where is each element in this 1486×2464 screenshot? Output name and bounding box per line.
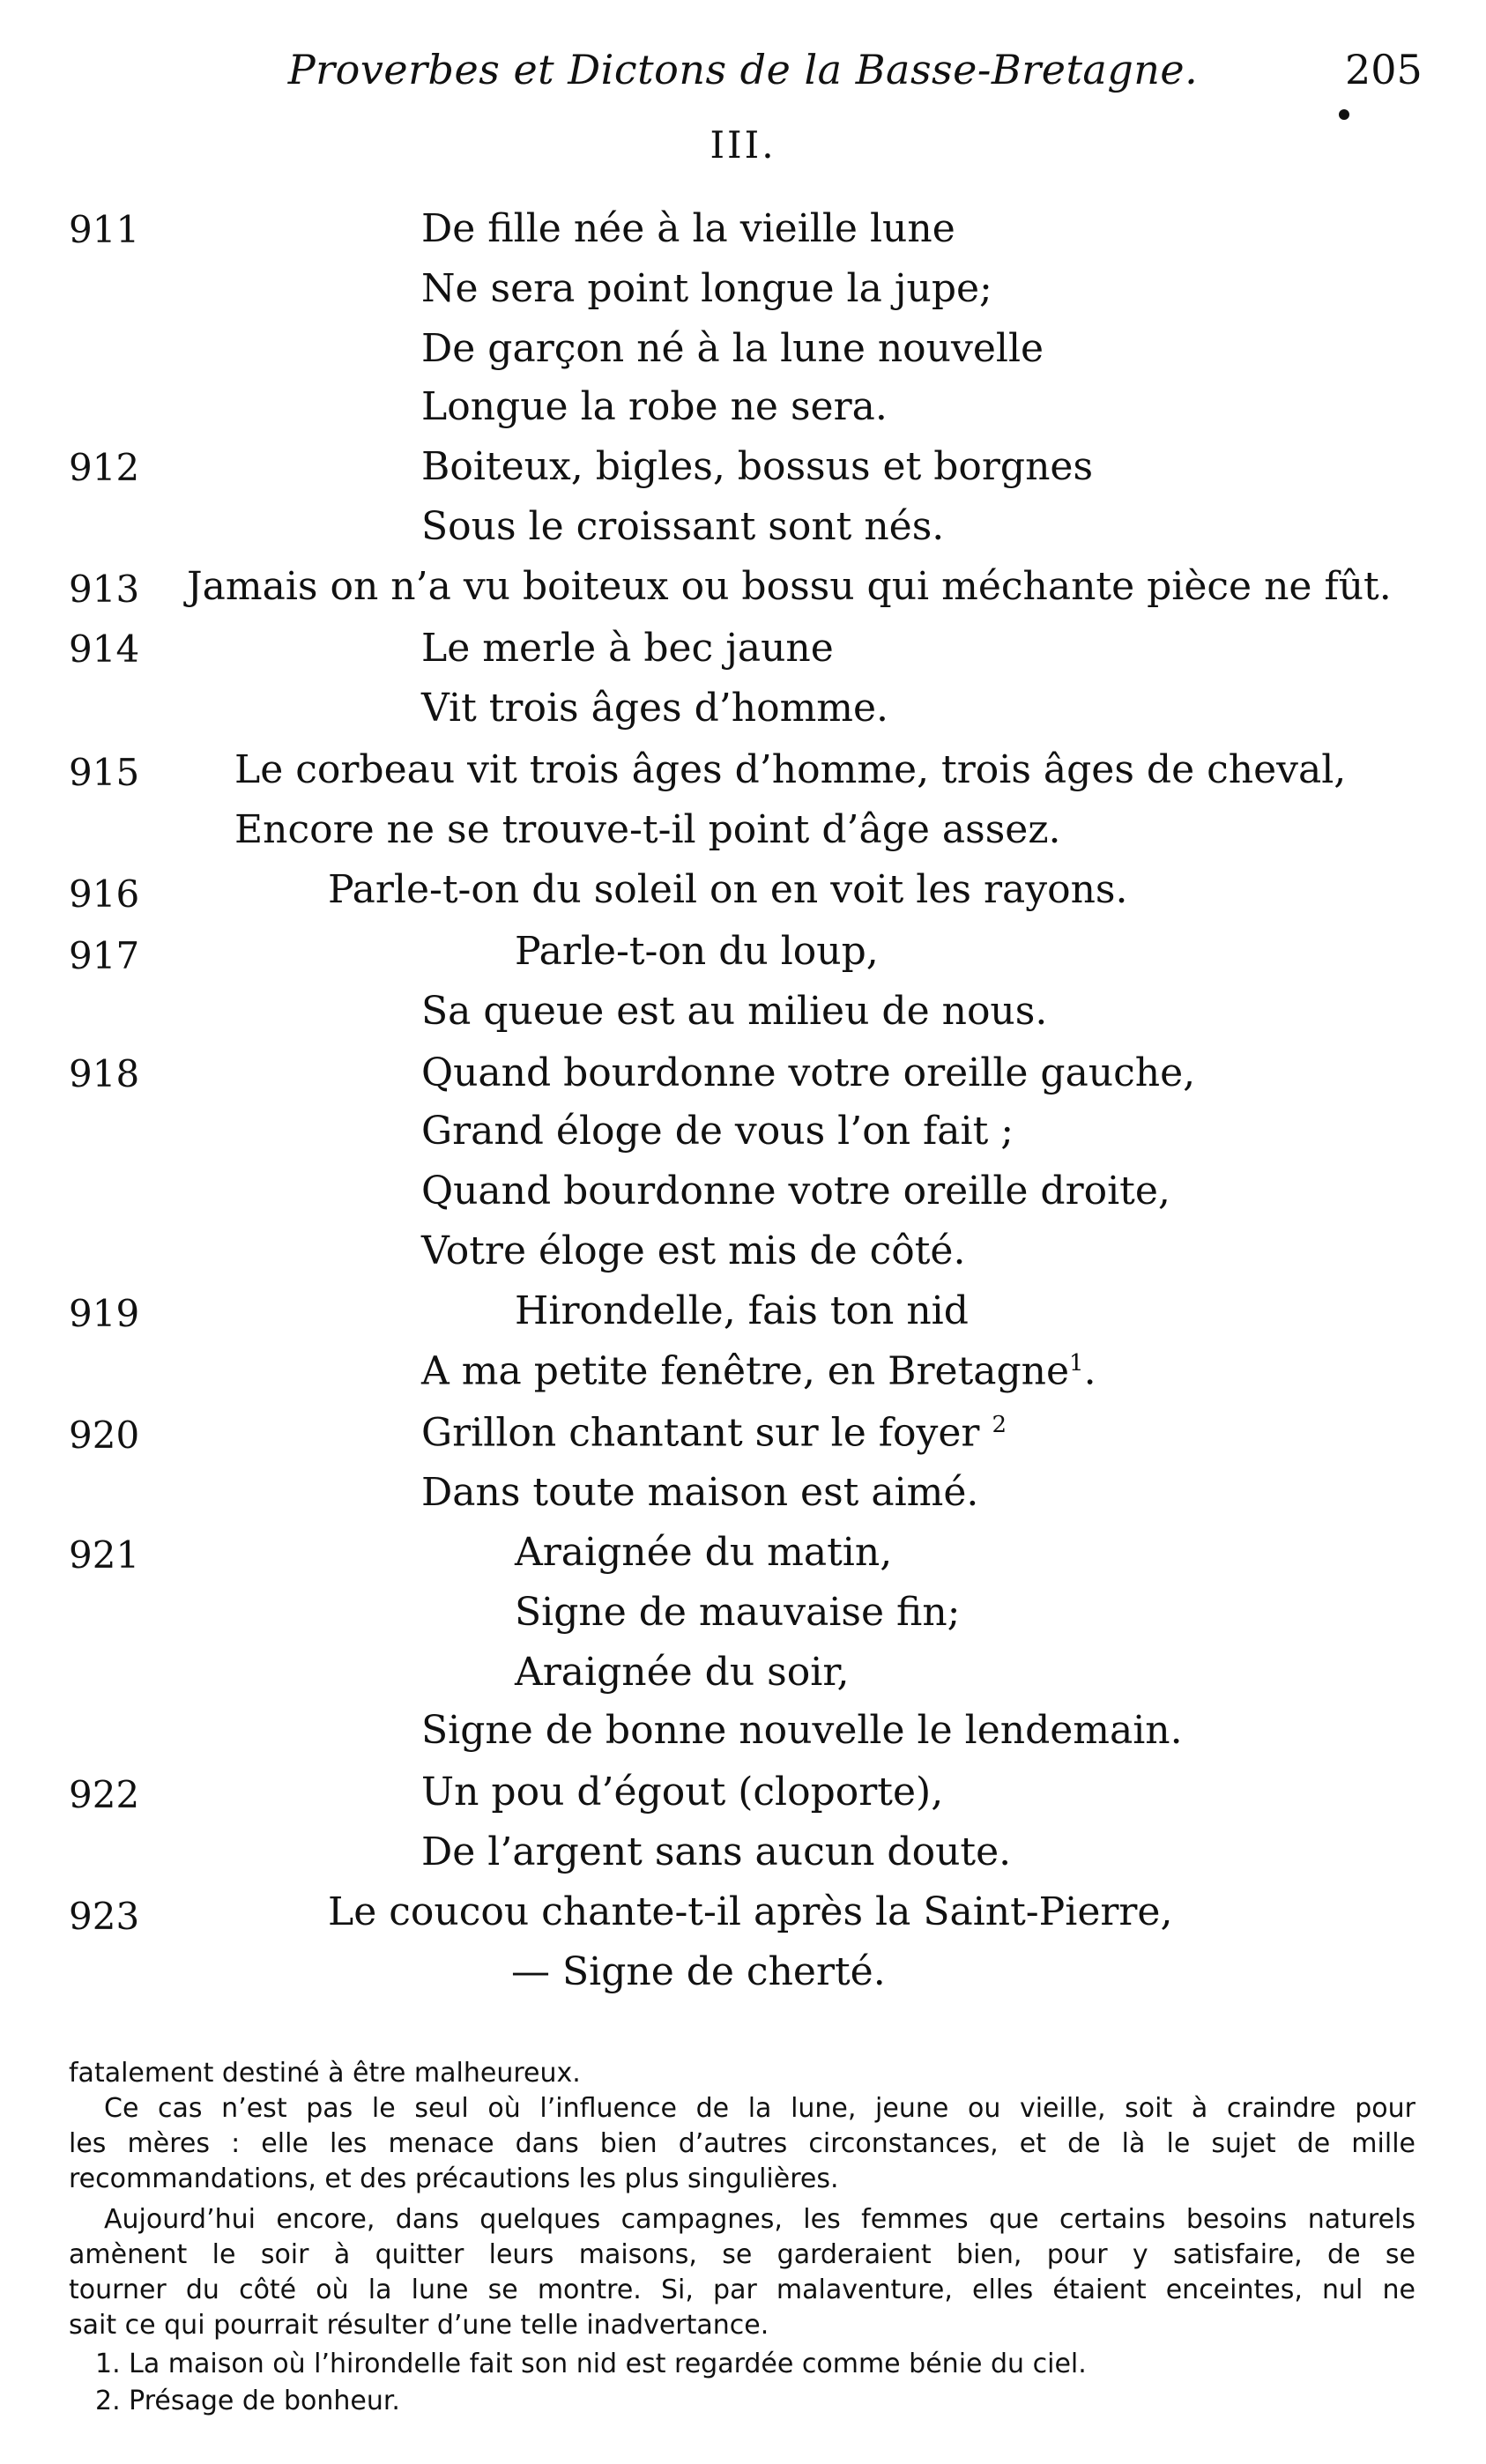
proverb-text: A ma petite fenêtre, en Bretagne xyxy=(421,1348,1070,1394)
proverb-line: Votre éloge est mis de côté. xyxy=(421,1228,966,1273)
proverb-line: Quand bourdonne votre oreille droite, xyxy=(421,1169,1170,1213)
proverb-number: 917 xyxy=(69,934,140,977)
proverb-line: Quand bourdonne votre oreille gauche, xyxy=(421,1050,1196,1095)
footnote-reference: 1 xyxy=(1069,1350,1084,1377)
proverb-line xyxy=(421,1348,1096,1394)
proverb-number: 913 xyxy=(69,568,140,611)
footnote-text: amènent le soir à quitter leurs maisons, se garderaient bien, pour y satisfaire, de se xyxy=(69,2239,1415,2270)
proverb-line: Le corbeau vit trois âges d’homme, trois âges de cheval, xyxy=(234,747,1347,792)
proverb-line: Vit trois âges d’homme. xyxy=(421,686,889,731)
proverb-line: Encore ne se trouve-t-il point d’âge assez. xyxy=(234,807,1061,852)
footnote-text: les mères : elle les menace dans bien d’autres circonstances, et de là le sujet de mille xyxy=(69,2128,1415,2159)
proverb-number: 922 xyxy=(69,1773,140,1816)
proverb-line xyxy=(421,1410,1007,1456)
proverb-number: 911 xyxy=(69,208,140,251)
proverb-line: Le coucou chante-t-il après la Saint-Pierre, xyxy=(328,1889,1173,1934)
proverb-line: Ne sera point longue la jupe; xyxy=(421,266,992,311)
section-heading: III. xyxy=(710,123,776,167)
footnote-text: sait ce qui pourrait résulter d’une telle inadvertance. xyxy=(69,2310,769,2341)
proverb-number: 921 xyxy=(69,1533,140,1577)
proverb-text: . xyxy=(1083,1348,1096,1394)
proverb-line: Signe de mauvaise fin; xyxy=(515,1590,961,1635)
proverb-line: Dans toute maison est aimé. xyxy=(421,1470,979,1515)
proverb-line: Araignée du soir, xyxy=(515,1650,850,1695)
footnote-text: tourner du côté où la lune se montre. Si, par malaventure, elles étaient enceintes, nul ne xyxy=(69,2275,1415,2305)
proverb-line: Hirondelle, fais ton nid xyxy=(515,1288,969,1333)
footnote-text: Ce cas n’est pas le seul où l’influence de la lune, jeune ou vieille, soit à craindre pour xyxy=(104,2093,1415,2124)
proverb-number: 912 xyxy=(69,446,140,489)
footnote-text: fatalement destiné à être malheureux. xyxy=(69,2058,581,2089)
proverb-number: 923 xyxy=(69,1895,140,1938)
proverb-line: Signe de bonne nouvelle le lendemain. xyxy=(421,1708,1183,1753)
proverb-line: Le merle à bec jaune xyxy=(421,626,834,671)
footnote-2: 2. Présage de bonheur. xyxy=(95,2386,400,2416)
proverb-line: Sous le croissant sont nés. xyxy=(421,504,945,549)
proverb-line: De fille née à la vieille lune xyxy=(421,206,955,251)
proverb-text: Grillon chantant sur le foyer xyxy=(421,1410,980,1456)
proverb-line: Araignée du matin, xyxy=(515,1530,893,1575)
proverb-line: Parle-t-on du soleil on en voit les rayons. xyxy=(328,867,1128,912)
footnote-1: 1. La maison où l’hirondelle fait son nid est regardée comme bénie du ciel. xyxy=(95,2349,1087,2379)
ink-dot xyxy=(1339,109,1349,120)
proverb-number: 919 xyxy=(69,1292,140,1335)
proverb-line: Parle-t-on du loup, xyxy=(515,929,879,974)
proverb-line: — Signe de cherté. xyxy=(511,1949,886,1994)
proverb-line: Sa queue est au milieu de nous. xyxy=(421,989,1048,1034)
proverb-number: 914 xyxy=(69,627,140,671)
proverb-number: 915 xyxy=(69,751,140,794)
footnote-reference: 2 xyxy=(992,1412,1007,1438)
proverb-line: De garçon né à la lune nouvelle xyxy=(421,326,1044,371)
proverb-line: Longue la robe ne sera. xyxy=(421,384,888,429)
page-number: 205 xyxy=(1345,46,1423,93)
proverb-number: 920 xyxy=(69,1414,140,1457)
proverb-line: Jamais on n’a vu boiteux ou bossu qui méchante pièce ne fût. xyxy=(187,564,1392,609)
footnote-text: Aujourd’hui encore, dans quelques campagnes, les femmes que certains besoins naturels xyxy=(104,2204,1415,2235)
proverb-number: 918 xyxy=(69,1052,140,1095)
proverb-line: Grand éloge de vous l’on fait ; xyxy=(421,1109,1014,1154)
proverb-line: Boiteux, bigles, bossus et borgnes xyxy=(421,444,1094,489)
proverb-line: De l’argent sans aucun doute. xyxy=(421,1829,1012,1874)
proverb-number: 916 xyxy=(69,872,140,916)
proverb-line: Un pou d’égout (cloporte), xyxy=(421,1770,944,1815)
footnote-text: recommandations, et des précautions les plus singulières. xyxy=(69,2163,839,2194)
page-header-title: Proverbes et Dictons de la Basse-Bretagne. xyxy=(287,46,1199,93)
